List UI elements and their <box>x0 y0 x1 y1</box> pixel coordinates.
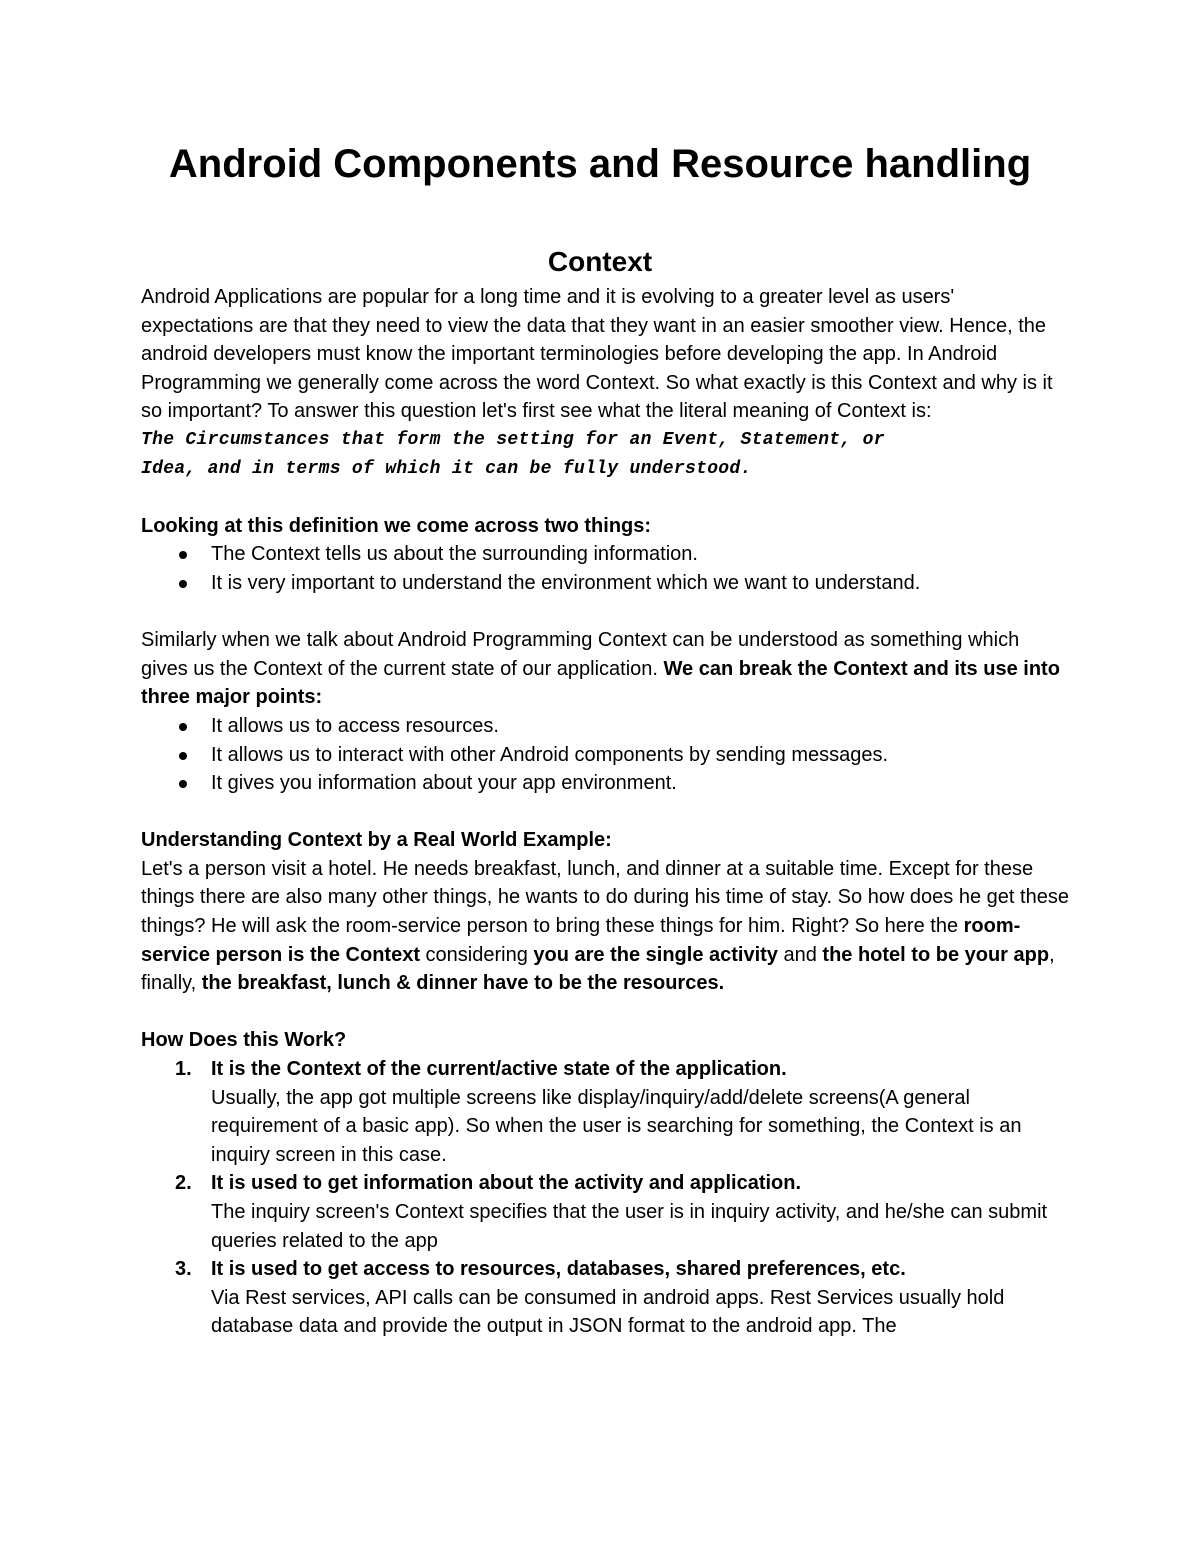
list-item: The Context tells us about the surrounding information. <box>211 540 1071 569</box>
step-number: 3. <box>175 1258 192 1281</box>
step-title: It is used to get access to resources, databases, shared preferences, etc. <box>211 1258 906 1281</box>
steps-list <box>141 1055 1071 1341</box>
similarly-text: Similarly when we talk about Android Programming Context can be understood as something which gives us the Context of the current state of our application. <box>141 629 1020 680</box>
example-text: Let's a person visit a hotel. He needs breakfast, lunch, and dinner at a suitable time. Except for these things there are also many other things, he wants to do during his time of stay. So how does he get these things? He will ask the room-service person to bring these things for him. Right? So here the <box>141 857 1069 938</box>
looking-list <box>141 540 1071 597</box>
step-body: The inquiry screen's Context specifies that the user is in inquiry activity, and he/she can submit queries related to the app <box>211 1201 1048 1252</box>
list-item: It allows us to access resources. <box>211 712 1071 741</box>
section-heading-context: Context <box>547 246 653 277</box>
example-bold: the breakfast, lunch & dinner have to be the resources. <box>201 972 725 995</box>
document-title: Android Components and Resource handling <box>168 142 1032 186</box>
intro-paragraph: Android Applications are popular for a long time and it is evolving to a greater level as users' expectations are that they need to view the data that they want in an easier smoother view. Hence, the android developers must know the important terminologies before developing the app. In Android Programming we generally come across the word Context. So what exactly is this Context and why is it so important? To answer this question let's first see what the literal meaning of Context is: <box>141 286 1053 423</box>
list-item: It is very important to understand the environment which we want to understand. <box>211 569 1071 598</box>
definition-line-1: The Circumstances that form the setting for an Event, Statement, or <box>141 429 885 450</box>
similarly-paragraph <box>141 626 1071 712</box>
step-item <box>175 1169 1071 1255</box>
step-number: 2. <box>175 1172 192 1195</box>
step-title: It is the Context of the current/active state of the application. <box>211 1058 787 1081</box>
definition-line-2: Idea, and in terms of which it can be fully understood. <box>141 458 752 479</box>
step-body: Usually, the app got multiple screens like display/inquiry/add/delete screens(A general requirement of a basic app). So when the user is searching for something, the Context is an inquiry screen in this case. <box>211 1086 1022 1166</box>
step-body: Via Rest services, API calls can be consumed in android apps. Rest Services usually hold database data and provide the output in JSON format to the android app. The <box>211 1286 1005 1338</box>
example-bold: room-service person is the Context <box>141 915 1021 966</box>
example-paragraph <box>141 855 1071 998</box>
step-item <box>175 1055 1071 1169</box>
example-text: considering <box>419 943 534 966</box>
step-title: It is used to get information about the activity and application. <box>211 1172 802 1195</box>
list-item: It gives you information about your app environment. <box>211 769 1071 798</box>
example-text: and <box>777 943 823 966</box>
looking-heading: Looking at this definition we come across two things: <box>141 514 652 537</box>
example-text: , finally, <box>141 943 1055 995</box>
example-bold: you are the single activity <box>533 943 778 966</box>
how-heading: How Does this Work? <box>141 1029 347 1052</box>
similarly-bold: We can break the Context and its use into three major points: <box>141 657 1060 709</box>
points-list <box>141 712 1071 798</box>
example-bold: the hotel to be your app <box>822 943 1050 966</box>
list-item: It allows us to interact with other Android components by sending messages. <box>211 741 1071 770</box>
example-heading: Understanding Context by a Real World Example: <box>141 829 612 852</box>
document-body <box>141 283 1071 1341</box>
step-item <box>175 1255 1071 1341</box>
step-number: 1. <box>175 1058 192 1081</box>
